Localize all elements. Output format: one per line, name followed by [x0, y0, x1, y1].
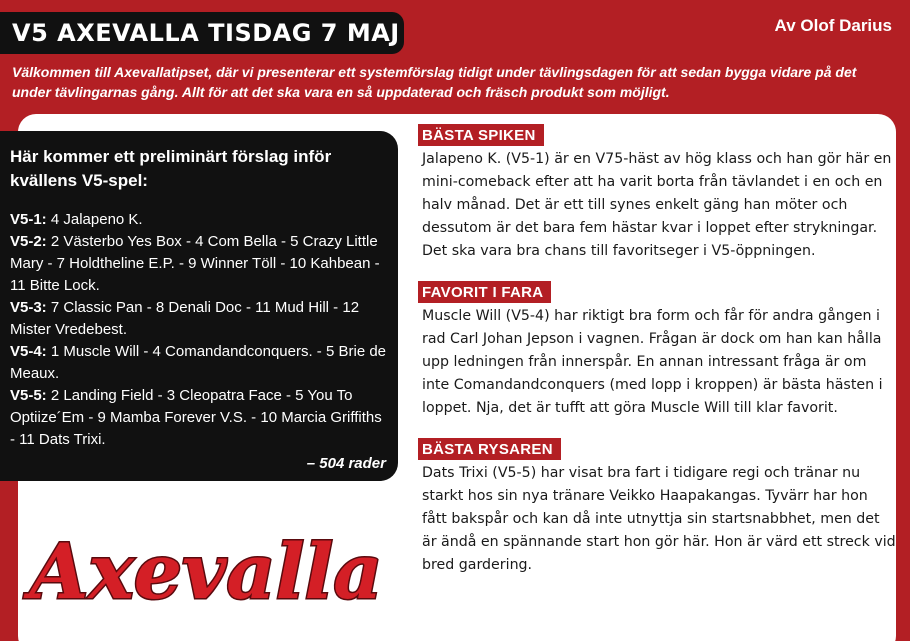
section-basta-spiken: [418, 124, 896, 263]
axevalla-logo: [20, 518, 392, 623]
logo-text: Axevalla: [29, 527, 383, 616]
race-line: V5-2: 2 Västerbo Yes Box - 4 Com Bella - 5 Crazy Little Mary - 7 Holdtheline E.P. - 9 Winner Töll - 10 Kahbean - 11 Bitte Lock.: [10, 233, 380, 294]
race-line: V5-3: 7 Classic Pan - 8 Denali Doc - 11 Mud Hill - 12 Mister Vredebest.: [10, 299, 360, 338]
section-favorit-i-fara: [418, 281, 896, 420]
section-body: Jalapeno K. (V5-1) är en V75-häst av hög klass och han gör här en mini-comeback efter att ha varit borta från tävlandet i en och en halv månad. Det är ett till synes enkelt gäng han möter och dessutom är det bara fem hästar kvar i loppet efter strykningar. Det ska vara bra chans till favoritseger i V5-öppningen.: [422, 151, 892, 259]
section-body: Muscle Will (V5-4) har riktigt bra form och får för andra gången i rad Carl Johan Jepson i vagnen. Frågan är dock om han kan hålla upp ledningen från innerspår. En annan intressant fråga är om inte Comandandconquers (med lopp i kroppen) är bästa hästen i loppet. Nja, det är tufft att göra Muscle Will till klar favorit.: [422, 308, 883, 416]
section-heading: BÄSTA RYSAREN: [418, 438, 561, 460]
section-body: Dats Trixi (V5-5) har visat bra fart i tidigare regi och tränar nu starkt hos sin nya tränare Veikko Haapakangas. Tyvärr har hon fått bakspår och kan då inte utnyttja sin startsnabbhet, men det är ändå en spännande start hon gör här. Hon är värd ett streck vid bred gardering.: [422, 465, 896, 573]
analysis-column: [418, 124, 896, 595]
proposal-lead: Här kommer ett preliminärt förslag inför kvällens V5-spel:: [10, 147, 332, 190]
title-bar: [0, 12, 404, 54]
proposal-box: [0, 131, 398, 481]
race-line: V5-5: 2 Landing Field - 3 Cleopatra Face - 5 You To Optiize´Em - 9 Mamba Forever V.S. - 10 Marcia Griffiths - 11 Dats Trixi.: [10, 387, 382, 448]
section-basta-rysaren: [418, 438, 896, 577]
race-line: V5-1: 4 Jalapeno K.: [10, 211, 143, 228]
rows-count: – 504 rader: [306, 455, 386, 472]
race-line: V5-4: 1 Muscle Will - 4 Comandandconquers. - 5 Brie de Meaux.: [10, 343, 387, 382]
section-heading: FAVORIT I FARA: [418, 281, 551, 303]
page-title: V5 AXEVALLA TISDAG 7 MAJ: [12, 19, 400, 47]
byline: Av Olof Darius: [774, 16, 892, 35]
section-heading: BÄSTA SPIKEN: [418, 124, 544, 146]
intro-text: Välkommen till Axevallatipset, där vi presenterar ett systemförslag tidigt under tävlingsdagen för att sedan bygga vidare på det under tävlingarnas gång. Allt för att det ska vara en så uppdaterad och fräsch produkt som möjligt.: [12, 64, 857, 100]
